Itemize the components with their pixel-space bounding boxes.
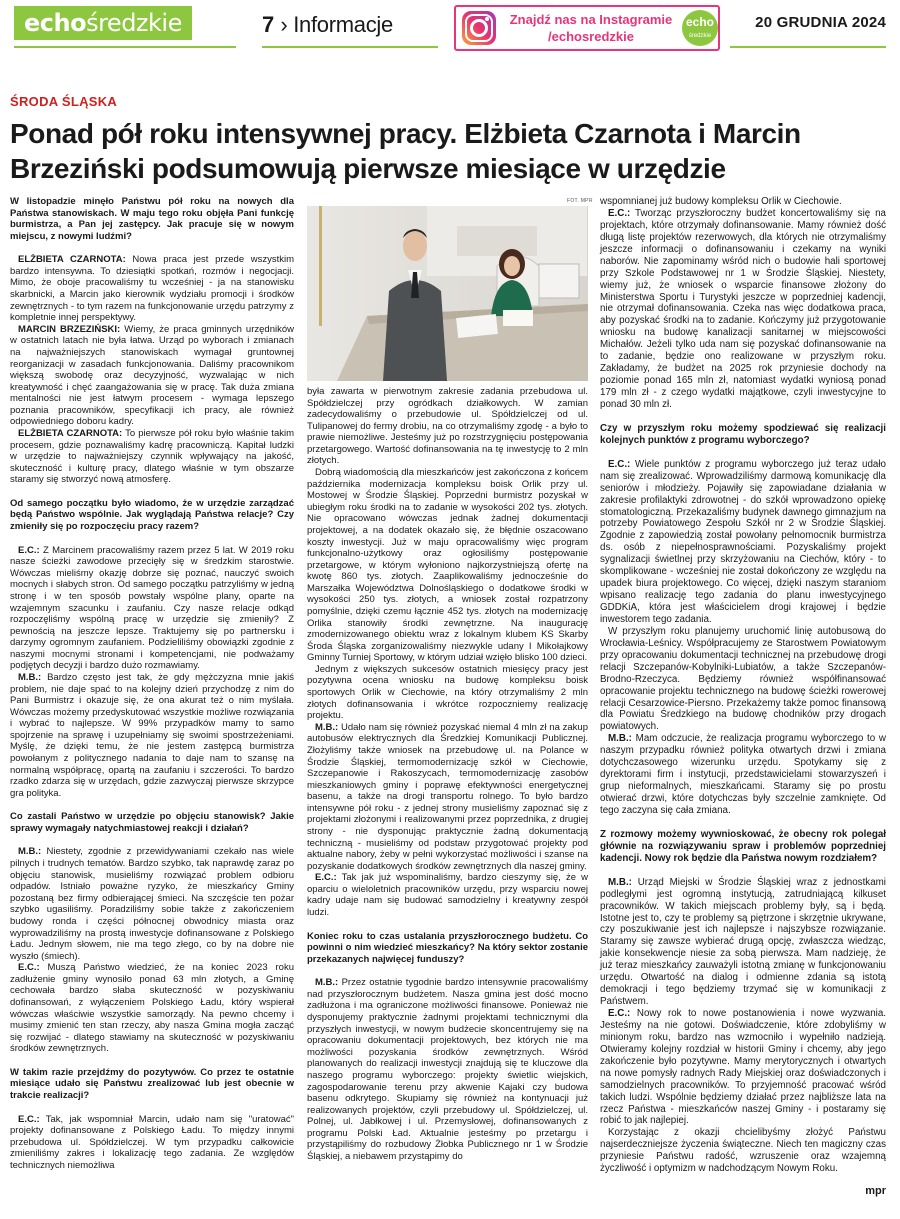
article-paragraph (600, 208, 886, 411)
issue-date: 20 GRUDNIA 2024 (755, 14, 886, 31)
article-paragraph (10, 846, 294, 962)
article-paragraph (600, 733, 886, 817)
date-divider (730, 46, 886, 48)
speaker-label: M.B.: (315, 977, 339, 989)
article-paragraph (10, 428, 294, 486)
paragraph-text: Udało nam się również pozyskać niemal 4 mln zł na zakup autobusów elektrycznych dla Średzkiej Komunikacji Publicznej. Złożyliśmy także wniosek na przebudowę ul. na Polance w Środzie Śląskiej, termomodernizację szkół w Ciechowie, Szczepanowie i Rakoszycach, termomodernizację zasobów mieszkaniowych gminy i poprawę efektywności energetycznej basenu, a także na drogi transportu rolnego. To było bardzo intensywne pół roku - z jednej strony musieliśmy zapoznać się z projektami złożonymi i realizowanymi przez poprzednika, z drugiej strony - nie dysponując praktycznie żadną dokumentacją techniczną - musieliśmy od podstaw przygotować projekty pod aktualne nabory, żeby w pełni wykorzystać możliwości i szanse na pozyskanie dodatkowych środków zewnętrznych dla naszej gminy. (307, 721, 588, 872)
paragraph-text: była zawarta w pierwotnym zakresie zadania przebudowa ul. Spółdzielczej przy ogródkach działkowych. W zamian zadecydowaliśmy o przebudowie ul. Spółdzielczej od ul. Tulipanowej do fermy drobiu, na co otrzymaliśmy zgodę - a było to prawie niemożliwe. Jesteśmy już po rozstrzygnięciu postępowania przetargowego. Wartość dofinansowania na tę inwestycję to 2 mln złotych. (307, 386, 588, 467)
paragraph-text: Z Marcinem pracowaliśmy razem przez 5 lat. W 2019 roku nasze ścieżki zawodowe przecięły się w średzkim starostwie. Wówczas mieliśmy okazję dobrze się poznać, nauczyć swoich mocnych i słabych stron. Od samego początku patrzyliśmy w jedną stronę i w ten sposób powstały wspólne plany, oparte na wzajemnym szacunku i zaufaniu. Czy nasze relacje odkąd rozpoczęliśmy wspólną pracę w urzędzie się zmieniły? Z pewnością na jeszcze lepsze. Traktujemy się po partnersku i darzymy ogromnym zaufaniem. Podzieliliśmy obowiązki zgodnie z naszymi mocnymi stronami i kompetencjami, nie podważamy podjętych decyzji i bardzo dużo rozmawiamy. (10, 544, 294, 672)
article-paragraph (307, 386, 588, 467)
article-paragraph (10, 1114, 294, 1172)
section-divider (262, 46, 438, 48)
logo-bold: echo (24, 9, 87, 37)
article-paragraph (600, 196, 886, 208)
paragraph-text: Tworząc przyszłoroczny budżet koncertowaliśmy się na projektach, które otrzymały dofinansowanie. Mamy również dość długą listę projektów rezerwowych, dla których nie otrzymaliśmy jeszcze informacji o dofinansowaniu i czekamy na wyniki naborów. Nie zapominamy wśród nich o budowie hali sportowej przy Szkole Podstawowej nr 1 w Środzie Śląskiej. Niestety, wiemy już, że wniosek o wsparcie finansowe złożony do Ministerstwa Sportu i Turystyki jeszcze w poprzedniej kadencji, nie otrzymał dofinansowania. Czeka nas więc dodatkowa praca, aby pozyskać środki na to zadanie. Kończymy już przygotowanie wniosku na budowę kanalizacji sanitarnej w miejscowości Michałów. Jeżeli tylko uda nam się pozyskać dofinansowanie na to zadanie, będzie ono realizowane w przyszłym roku. Zakładamy, że budżet na 2025 rok przyniesie dochody na poziomie ponad 165 mln zł, natomiast wydatki wyniosą ponad 179 mln zł - z czego wydatki majątkowe, czyli inwestycyjne to ponad 30 mln zł. (600, 207, 886, 410)
paragraph-text: Wiemy, że praca gminnych urzędników w ostatnich latach nie była łatwa. Urząd po wyborach i zmianach na najważniejszych stanowiskach wymagał gruntownej reorganizacji w zasadach funkcjonowania. Daliśmy pracownikom większą swobodę oraz decyzyjność, wyzwalając w nich kreatywność i chęć zaangażowania się w pracę. Tak duża zmiana mentalności nie jest łatwym procesem - wymaga lepszego poznania pracowników, specyfikacji ich pracy, ale również odpowiedniego doboru kadry. (10, 323, 294, 428)
instagram-line1: Znajdź nas na Instagramie (509, 12, 673, 27)
paragraph-text: W takim razie przejdźmy do pozytywów. Co przez te ostatnie miesiące udało się Państwu zrealizować lub jest obecnie w trakcie realizacji? (10, 1066, 294, 1102)
paragraph-text: Muszą Państwo wiedzieć, że na koniec 2023 roku zadłużenie gminy wynosiło ponad 63 mln złotych, a Gminę cechowała bardzo słaba skuteczność w pozyskiwaniu dofinansowań, z wyłączeniem Polskiego Ładu, który wspierał wówczas właściwie wszystkie samorządy. Na pewno chcemy i musimy zmienić ten stan rzeczy, aby nasza Gmina mogła zacząć się rozwijać - dlatego stawiamy na skuteczność w pozyskiwaniu środków zewnętrznych. (10, 962, 294, 1055)
article-photo (307, 206, 588, 381)
paragraph-text: Od samego początku było wiadomo, że w urzędzie zarządzać będą Państwo wspólnie. Jak wyglądają Państwa relacje? Czy zmieniły się po rozpoczęciu pracy razem? (10, 497, 294, 533)
paragraph-text: Korzystając z okazji chcielibyśmy złożyć Państwu najserdeczniejsze życzenia świąteczne. Niech ten magiczny czas przyniesie Państwu radość, wzruszenie oraz wzajemną życzliwość i optymizm w nadchodzącym Nowym Roku. (600, 1127, 886, 1175)
interview-question (600, 423, 886, 447)
article-paragraph (307, 467, 588, 664)
paragraph-text: Niestety, zgodnie z przewidywaniami czekało nas wiele pilnych i trudnych tematów. Bardzo szybko, tak naprawdę zaraz po objęciu stanowisk, musieliśmy rozwiązać problem odbioru odpadów. Istniało poważne ryzyko, że mieszkańcy Gminy pozostaną bez firmy odbierającej śmieci. Na szczęście ten pożar szybko ugasiliśmy. Poradziliśmy sobie także z zakończeniem budowy ronda i części północnej obwodnicy miasta oraz wyprowadziliśmy na prostą inwestycje dofinansowane z Polskiego Ładu. Jednym słowem, nie ma tego złego, co by na dobre nie wyszło (śmiech). (10, 846, 294, 962)
paragraph-text: wspomnianej już budowy kompleksu Orlik w Ciechowie. (600, 196, 842, 207)
paragraph-text: Mam odczucie, że realizacja programu wyborczego to w naszym przypadku również polityka otwartych drzwi i zmiana dotychczasowego wizerunku urzędu. Spotykamy się z dyrektorami firm i instytucji, przedstawicielami stowarzyszeń i grup nieformalnych, mieszkańcami. Staramy się po prostu otwierać drzwi, które dotychczas były szczelnie zamknięte. Od tego zaczyna się cała zmiana. (600, 733, 886, 816)
article-paragraph (307, 664, 588, 722)
article-paragraph (600, 459, 886, 626)
speaker-label: MARCIN BRZEZIŃSKI: (18, 323, 121, 335)
interview-question (10, 1067, 294, 1102)
paragraph-text: Nowa praca jest przede wszystkim bardzo intensywna. To dziesiątki spotkań, rozmów i negocjacji. Mimo, że oboje pracowaliśmy tu wcześniej - ja na stanowisku skarbnicki, a Marcin jako kierownik wydziału promocji i środków zewnętrznych - to tym razem na funkcjonowanie urzędu patrzymy z kompletnie innej perspektywy. (10, 254, 295, 324)
instagram-text (506, 11, 676, 45)
paragraph-text: Wiele punktów z programu wyborczego już teraz udało nam się zrealizować. Wprowadziliśmy darmową komunikację dla seniorów i młodzieży. Pojawiły się zapowiadane działania w zakresie profilaktyki zdrowotnej - do szkół wprowadzono opiekę stomatologiczną. Przekazaliśmy budynek dawnego gimnazjum na potrzeby Powiatowego Zespołu Szkół nr 2 w Środzie Śląskiej. Zgodnie z zapowiedzią został powołany pełnomocnik burmistrza ds. osób z niepełnosprawnościami. Pozyskaliśmy projekt sygnalizacji świetlnej przy skrzyżowaniu na Ciechów, który - to skomplikowane - wcześniej nie został dokończony ze względu na upadek biura projektowego. Co więcej, dzięki naszym staraniom wpisano realizację tego zadania do planu inwestycyjnego GDDKiA, która jest właścicielem drogi krajowej i będzie inwestorem tego zadania. (600, 458, 886, 625)
paragraph-text: Nowy rok to nowe postanowienia i nowe wyzwania. Jesteśmy na nie gotowi. Doświadczenie, które zdobyliśmy w minionym roku, bardzo nas wzmocniło i wypełniło nadzieją. Otwieramy kolejny rozdział w historii Gminy i chcemy, aby jego zakończenie było pozytywne. Mamy merytorycznych i otwartych na nowe pomysły radnych Rady Miejskiej oraz doświadczonych i samodzielnych pracowników. To przyjemność pracować wśród takich ludzi. Wspólnie będziemy działać przez najbliższe lata na rzecz Państwa - mieszkańców naszej Gminy - i postaramy się robić to jak najlepiej. (600, 1008, 886, 1127)
speaker-label: M.B.: (18, 846, 42, 858)
speaker-label: ELŻBIETA CZARNOTA: (18, 427, 123, 439)
article-paragraph (10, 545, 294, 672)
paragraph-text: Urząd Miejski w Środzie Śląskiej wraz z jednostkami podległymi jest ogromną instytucją, zatrudniającą kilkuset pracowników. W takich miejscach problemy były, są i będą. Istotne jest to, czy te problemy są piętrzone i skrzętnie ukrywane, czy poszukiwanie jest ich najlepsze i najszybsze rozwiązanie. Staramy się zawsze wybierać drugą opcję, zwłaszcza wiedząc, jakie konsekwencje niesie za sobą pierwsza. Mam nadzieję, że już teraz mieszkańcy zauważyli istotną zmianę w funkcjonowaniu urzędu. Otwartość na dialog i odmienne zdania są istotą demokracji i tego będziemy trzymać się w komunikacji z Państwem. (600, 876, 886, 1008)
speaker-label: M.B.: (315, 721, 339, 733)
photo-credit: FOT. MPR (567, 198, 593, 204)
paragraph-text: Jednym z większych sukcesów ostatnich miesięcy pracy jest pozytywna ocena wniosku na budowę kompleksu boisk sportowych Orlik w Ciechowie, na który otrzymaliśmy 2 mln złotych dofinansowania i wkrótce rozpoczniemy realizację projektu. (307, 663, 588, 722)
interview-question (307, 931, 588, 966)
article-column-3 (600, 196, 886, 1175)
article-paragraph (307, 722, 588, 873)
badge-bottom: średzkie (688, 33, 712, 39)
paragraph-text: Z rozmowy możemy wywnioskować, że obecny rok polegał głównie na rozwiązywaniu spraw i problemów poprzedniej kadencji. Nowy rok będzie dla Państwa nowym rozdziałem? (600, 828, 886, 864)
badge-top: echo (685, 15, 714, 29)
paragraph-text: Tak, jak wspomniał Marcin, udało nam się "uratować" projekty dofinansowane z Polskiego Ładu. To między innymi przebudowa ul. Spółdzielczej. W tym przypadku całkowicie zmieniliśmy zakres i lokalizację tego zadania. Ze względów technicznych niemożliwa (10, 1113, 294, 1171)
paragraph-text: To pierwsze pół roku było właśnie takim procesem, gdzie poznawaliśmy kadrę pracowniczą. Kapitał ludzki w urzędzie to najważniejszy czynnik wpływający na jakość, skuteczność i kulturę pracy, dlatego właśnie w tym obszarze staramy się stworzyć nową atmosferę. (10, 427, 295, 486)
speaker-label: E.C.: (18, 1113, 40, 1125)
article-paragraph (10, 672, 294, 799)
paragraph-text: Bardzo często jest tak, że gdy mężczyzna mnie jakiś problem, nie daje spać to na kolejny dzień przychodzę z nim do Pani Burmistrz i okazuje się, że ona akurat też o nim myślała. Wówczas możemy przedyskutować wszystkie możliwe rozwiązania i wybrać to najlepsze. W 99% przypadków mamy to samo spojrzenie na sprawę i uzupełniamy się swoimi spostrzeżeniami. Myślę, że dzięki temu, że nie jestem zastępcą burmistrza powołanym z politycznego nadania to daje nam to szansę na normalną współpracę, opartą na zaufaniu i szczerości. To bardzo rzadko zdarza się w urzędach, gdzie zazwyczaj pierwsze skrzypce gra polityka. (10, 671, 294, 799)
paragraph-text: W listopadzie minęło Państwu pół roku na nowych dla Państwa stanowiskach. W maju tego roku objęła Pani funkcję burmistrza, a Pan jej zastępcy. Jak pracuje się w nowym miejscu, z nowymi ludźmi? (10, 196, 294, 242)
article-paragraph (307, 872, 588, 918)
speaker-label: E.C.: (315, 872, 337, 884)
article-paragraph (600, 626, 886, 733)
article-paragraph (10, 254, 294, 323)
speaker-label: M.B.: (608, 733, 632, 745)
instagram-banner[interactable] (454, 5, 720, 51)
author-signature: mpr (865, 1185, 886, 1197)
instagram-handle: /echosredzkie (548, 29, 634, 44)
article-paragraph (600, 1127, 886, 1175)
section-name: › Informacje (280, 12, 393, 37)
speaker-label: E.C.: (608, 1008, 631, 1019)
article-column-1 (10, 196, 294, 1172)
article-paragraph (10, 324, 294, 428)
speaker-label: E.C.: (608, 207, 631, 219)
paragraph-text: Tak jak już wspominaliśmy, bardzo cieszymy się, że w oparciu o wieloletnich pracowników urzędu, przy wsparciu nowej kadry udaje nam się budować samodzielny i kreatywny zespół ludzi. (307, 872, 588, 919)
page-section-label (262, 12, 393, 38)
instagram-icon (462, 11, 496, 45)
speaker-label: E.C.: (18, 544, 40, 556)
speaker-label: M.B.: (608, 876, 632, 888)
office-photo-illustration (307, 206, 588, 381)
page-header (0, 0, 900, 56)
paragraph-text: Czy w przyszłym roku możemy spodziewać się realizacji kolejnych punktów z programu wyborczego? (600, 422, 886, 446)
logo-light: średzkie (86, 9, 182, 37)
speaker-label: M.B.: (18, 671, 42, 683)
echo-badge-icon (682, 10, 718, 46)
speaker-label: E.C.: (608, 458, 631, 470)
masthead-logo[interactable] (14, 6, 192, 40)
article-paragraph (600, 877, 886, 1008)
article-paragraph (10, 962, 294, 1055)
interview-question (10, 811, 294, 834)
paragraph-text: Przez ostatnie tygodnie bardzo intensywnie pracowaliśmy nad przyszłorocznym budżetem. Nasza gmina jest dość mocno zadłużona i ma ograniczone możliwości finansowe. Ponieważ nie dysponujemy praktycznie żadnymi projektami technicznymi dla przyszłych inwestycji, w nowym budżecie skoncentrujemy się na opracowaniu dokumentacji projektowych, bez których nie ma możliwości pozyskania środków zewnętrznych. Wśród planowanych do realizacji inwestycji znajdują się te kluczowe dla naszego programu wyborczego: projekty świetlic wiejskich, zagospodarowanie terenu przy akwenie Kajaki czy budowa basenu odkrytego. Skupiamy się również na kontynuacji już realizowanych projektów, czyli przebudowy ul. Spółdzielczej, ul. Polnej, ul. Jabłkowej i ul. Przemysłowej, dofinansowanych z programu Polski Ład. Aktualnie jesteśmy po przetargu i przystąpiliśmy do rozbudowy Żłobka Publicznego nr 1 w Środzie Śląskiej, a niebawem przystąpimy do (307, 977, 588, 1162)
article-title: Ponad pół roku intensywnej pracy. Elżbieta Czarnota i Marcin Brzeziński podsumowują pierwsze miesiące w urzędzie (10, 118, 801, 184)
speaker-label: E.C.: (18, 962, 40, 974)
article-paragraph (600, 1008, 886, 1127)
paragraph-text: Dobrą wiadomością dla mieszkańców jest zakończona z końcem października modernizacja kompleksu boisk Orlik przy ul. Mostowej w Środzie Śląskiej. Poprzedni burmistrz pozyskał w ubiegłym roku środki na to zadanie w wysokości 202 tys. złotych. Nie opracowano wówczas jednak żadnej dokumentacji projektowej, a na dodatek okazało się, że błędnie oszacowano koszty inwestycji. Już w maju opracowaliśmy więc program funkcjonalno-użytkowy oraz ogłosiliśmy postępowanie przetargowe, w którym wyłoniono najkorzystniejszą ofertę na kwotę 860 tys. złotych. Zaaplikowaliśmy jednocześnie do Marszałka Województwa Dolnośląskiego o dodatkowe środki w wysokości 250 tys. złotych, a wniosek został rozpatrzony pomyślnie, dzięki czemu łącznie 452 tys. złotych na modernizację Orlika stanowiły środki zewnętrzne. Na inaugurację zmodernizowanego obiektu wraz z lokalnym klubem KS Skarby Środa Śląska zorganizowaliśmy niezwykle udany I Mikołajkowy Gminny Turniej Sportowy, w którym udział wzięło blisko 100 dzieci. (307, 467, 588, 664)
logo-divider (14, 46, 236, 48)
article-paragraph (307, 977, 588, 1162)
article-kicker: ŚRODA ŚLĄSKA (10, 94, 118, 109)
interview-question (600, 829, 886, 865)
paragraph-text: Co zastali Państwo w urzędzie po objęciu stanowisk? Jakie sprawy wymagały natychmiastowej reakcji i działań? (10, 811, 294, 834)
speaker-label: ELŻBIETA CZARNOTA: (18, 254, 126, 266)
page-number: 7 (262, 12, 275, 37)
article-column-2 (307, 386, 588, 1163)
paragraph-text: W przyszłym roku planujemy uruchomić linię autobusową do Wrocławia-Leśnicy. Współpracujemy ze Starostwem Powiatowym przy opracowaniu dokumentacji technicznej na przebudowę drogi relacji Szczepanów-Kobylniki-Lubiatów, a także Szczepanów-Brodno-Rzeczyca. Będziemy również współfinansować opracowanie projektu technicznego na budowę ścieżki rowerowej relacji Cesarzowice-Piersno. Przekażemy także pomoc finansową dla Powiatu Średzkiego na budowę chodników przy drogach powiatowych. (600, 625, 886, 733)
paragraph-text: Koniec roku to czas ustalania przyszłorocznego budżetu. Co powinni o nim wiedzieć mieszkańcy? Na który sektor zostanie przekazanych najwięcej funduszy? (307, 930, 588, 965)
interview-question (10, 498, 294, 533)
article-lead (10, 196, 294, 242)
